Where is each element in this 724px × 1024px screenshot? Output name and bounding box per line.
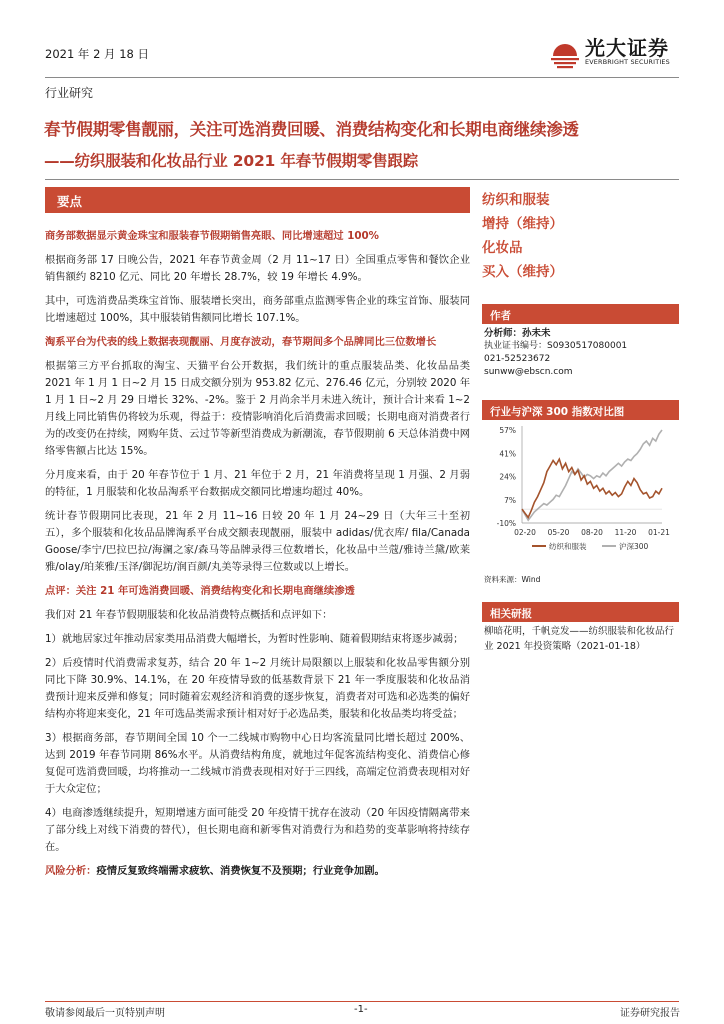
paragraph: 统计春节假期同比表现，21 年 2 月 11~16 日较 20 年 1 月 24~29 日（大年三十至初五），多个服装和化妆品品牌淘系平台成交额表现靓丽，服装中 adidas/优衣库/ fila/Canada Goose/李宁/巴拉巴拉/海澜之家/森马等品牌录得三位数增长，化妆品中兰蔻/雅诗兰黛/欧莱雅/olay/珀莱雅/玉泽/御泥坊/润百颜/丸美等录得三位数或以上增长。 <box>45 510 470 573</box>
sun-logo-icon <box>548 32 582 70</box>
certificate-number: 执业证书编号：S0930517080001 <box>484 341 628 351</box>
paragraph: 分月度来看，由于 20 年春节位于 1 月、21 年位于 2 月，21 年消费将呈现 1 月强、2 月弱的特征，1 月服装和化妆品淘系平台数据成交额同比增速均超过 40%。 <box>45 469 470 498</box>
related-header: 相关研报 <box>482 602 679 622</box>
key-points-header: 要点 <box>45 187 470 213</box>
rating-textile: 增持（维持） <box>482 216 563 232</box>
header-divider <box>45 77 679 78</box>
paragraph: 根据第三方平台抓取的淘宝、天猫平台公开数据，我们统计的重点服装品类、化妆品品类 2021 年 1 月 1 日~2 月 15 日成交额分别为 953.82 亿元、276.46 亿元，分别较 2020 年 1 月 1 日~2 月 29 日增长 32%、-2%。鉴于 2 月尚余半月未进入统计，预计合计来看 1~2 月线上同比销售仍将较为乐观，得益于：疫情影响消化后消费需求回暖；长期电商对消费者行为的改变仍在持续，网购年货、云过节等新型消费成为新潮流，春节假期前 6 天总体消费中网络零售额占比达 15%。 <box>45 360 470 457</box>
report-subtitle: ——纺织服装和化妆品行业 2021 年春节假期零售跟踪 <box>44 152 419 170</box>
heading-1: 商务部数据显示黄金珠宝和服装春节假期销售亮眼、同比增速超过 100% <box>45 230 380 242</box>
author-header: 作者 <box>482 304 679 324</box>
legend-label: 沪深300 <box>619 542 649 551</box>
x-tick-label: 05-20 <box>547 528 570 537</box>
y-tick-label: 7% <box>504 495 516 505</box>
paragraph: 根据商务部 17 日晚公告，2021 年春节黄金周（2 月 11~17 日）全国重点零售和餐饮企业销售额约 8210 亿元、同比 20 年增长 28.7%，较 19 年增长 4.9%。 <box>45 254 470 283</box>
series-line <box>522 459 662 517</box>
title-divider <box>45 179 679 180</box>
y-tick-label: -10% <box>496 519 516 528</box>
author-block <box>482 327 679 379</box>
sidebar <box>482 188 679 654</box>
paragraph: 我们对 21 年春节假期服装和化妆品消费特点概括和点评如下： <box>45 609 333 621</box>
footer-divider <box>45 1001 679 1002</box>
chart-header: 行业与沪深 300 指数对比图 <box>482 400 679 420</box>
series-line <box>522 430 662 520</box>
y-tick-label: 57% <box>499 426 516 435</box>
analyst-name: 分析师：孙未未 <box>484 328 551 339</box>
email[interactable]: sunww@ebscn.com <box>484 367 573 377</box>
legend-label: 纺织和服装 <box>549 542 587 551</box>
paragraph: 2）后疫情时代消费需求复苏，结合 20 年 1~2 月统计局限额以上服装和化妆品零售额分别同比下降 30.9%、14.1%，在 20 年疫情导致的低基数背景下 21 年一季度服装和化妆品消费预计迎来反弹和修复；同时随着宏观经济和消费的逐步恢复，消费者对可选和必选类的偏好结构亦将迎来变化，21 年可选品类需求预计相对好于必选品类，服装和化妆品类均将受益； <box>45 657 470 720</box>
x-tick-label: 01-21 <box>648 528 670 537</box>
paragraph: 4）电商渗透继续提升，短期增速方面可能受 20 年疫情干扰存在波动（20 年因疫情隔离带来了部分线上对线下消费的替代），但长期电商和新零售对消费行为和趋势的变革影响将持续存在。 <box>45 807 470 853</box>
logo <box>548 30 688 74</box>
x-tick-label: 08-20 <box>581 528 603 537</box>
y-tick-label: 41% <box>499 449 516 459</box>
x-tick-label: 02-20 <box>514 528 536 537</box>
y-tick-label: 24% <box>499 472 516 482</box>
report-date: 2021 年 2 月 18 日 <box>45 47 149 61</box>
paragraph: 3）根据商务部，春节期间全国 10 个一二线城市购物中心日均客流量同比增长超过 200%、达到 2019 年春节同期 86%水平。从消费结构角度，就地过年促客流结构变化、消费信心修复促可选消费回暖，均将推动一二线城市消费表现相对好于三四线，高端定位消费表现相对好于大众定位； <box>45 732 470 795</box>
risk-label: 风险分析： <box>45 865 97 877</box>
industry-cosmetics: 化妆品 <box>482 240 523 256</box>
logo-text-en: EVERBRIGHT SECURITIES <box>585 58 670 66</box>
main-content <box>45 228 470 887</box>
related-report[interactable]: 柳暗花明，千帆竞发——纺织服装和化妆品行业 2021 年投资策略（2021-01-18） <box>484 626 675 652</box>
phone: 021-52523672 <box>484 354 551 364</box>
heading-3: 点评：关注 21 年可选消费回暖、消费结构变化和长期电商继续渗透 <box>45 585 355 597</box>
chart-source: 资料来源：Wind <box>484 575 541 584</box>
page-number: -1- <box>354 1004 368 1015</box>
risk-text: 疫情反复致终端需求疲软、消费恢复不及预期；行业竞争加剧。 <box>96 865 385 877</box>
risk-analysis <box>45 863 470 880</box>
heading-2: 淘系平台为代表的线上数据表现靓丽、月度存波动，春节期间多个品牌同比三位数增长 <box>45 336 437 348</box>
x-tick-label: 11-20 <box>614 528 637 537</box>
paragraph: 1）就地居家过年推动居家类用品消费大幅增长，为暂时性影响、随着假期结束将逐步减弱； <box>45 633 464 645</box>
disclaimer-link[interactable]: 敬请参阅最后一页特别声明 <box>45 1008 165 1019</box>
industry-textile: 纺织和服装 <box>482 192 550 208</box>
paragraph: 其中，可选消费品类珠宝首饰、服装增长突出，商务部重点监测零售企业的珠宝首饰、服装同比增速超过 100%，其中服装销售额同比增长 107.1%。 <box>45 295 470 324</box>
logo-text-cn: 光大证券 <box>585 36 669 60</box>
section-label: 行业研究 <box>45 86 94 100</box>
rating-cosmetics: 买入（维持） <box>482 264 563 280</box>
index-comparison-chart <box>482 420 679 568</box>
report-title: 春节假期零售靓丽，关注可选消费回暖、消费结构变化和长期电商继续渗透 <box>44 120 579 139</box>
report-type: 证券研究报告 <box>620 1008 680 1019</box>
